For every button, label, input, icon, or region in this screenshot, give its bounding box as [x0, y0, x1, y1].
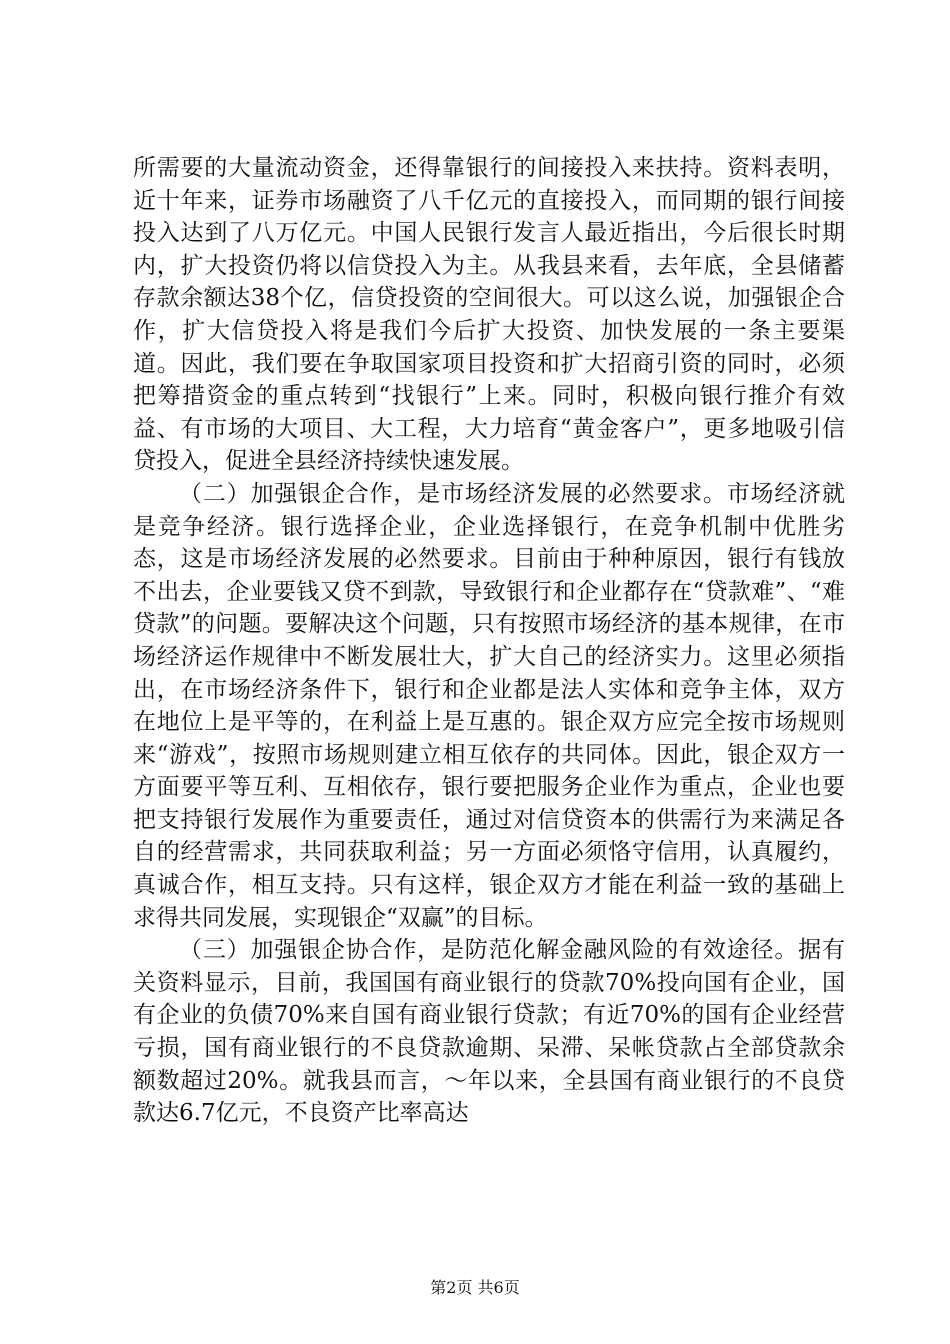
- page-footer: 第2页 共6页: [430, 1278, 520, 1297]
- paragraph-section-2: （二）加强银企合作，是市场经济发展的必然要求。市场经济就是竞争经济。银行选择企业，企业选择银行，在竞争机制中优胜劣态，这是市场经济发展的必然要求。目前由于种种原因，银行有钱放不出去，企业要钱又贷不到款，导致银行和企业都存在“贷款难”、“难贷款”的问题。要解决这个问题，只有按照市场经济的基本规律，在市场经济运作规律中不断发展壮大，扩大自己的经济实力。这里必须指出，在市场经济条件下，银行和企业都是法人实体和竞争主体，双方在地位上是平等的，在利益上是互惠的。银企双方应完全按市场规则来“游戏”，按照市场规则建立相互依存的共同体。因此，银企双方一方面要平等互利、互相依存，银行要把服务企业作为重点，企业也要把支持银行发展作为重要责任，通过对信贷资本的供需行为来满足各自的经营需求，共同获取利益；另一方面必须恪守信用，认真履约，真诚合作，相互支持。只有这样，银企双方才能在利益一致的基础上求得共同发展，实现银企“双赢”的目标。: [133, 480, 845, 931]
- document-body: [133, 152, 845, 1130]
- paragraph-section-3: （三）加强银企协合作，是防范化解金融风险的有效途径。据有关资料显示，目前，我国国有商业银行的贷款70%投向国有企业，国有企业的负债70%来自国有商业银行贷款；有近70%的国有企业经营亏损，国有商业银行的不良贷款逾期、呆滞、呆帐贷款占全部贷款余额数超过20%。就我县而言，～年以来，全县国有商业银行的不良贷款达6.7亿元，不良资产比率高达: [133, 937, 845, 1127]
- paragraph-continued: 所需要的大量流动资金，还得靠银行的间接投入来扶持。资料表明，近十年来，证券市场融资了八千亿元的直接投入，而同期的银行间接投入达到了八万亿元。中国人民银行发言人最近指出，今后很长时期内，扩大投资仍将以信贷投入为主。从我县来看，去年底，全县储蓄存款余额达38个亿，信贷投资的空间很大。可以这么说，加强银企合作，扩大信贷投入将是我们今后扩大投资、加快发展的一条主要渠道。因此，我们要在争取国家项目投资和扩大招商引资的同时，必须把筹措资金的重点转到“找银行”上来。同时，积极向银行推介有效益、有市场的大项目、大工程，大力培育“黄金客户”，更多地吸引信贷投入，促进全县经济持续快速发展。: [133, 155, 845, 475]
